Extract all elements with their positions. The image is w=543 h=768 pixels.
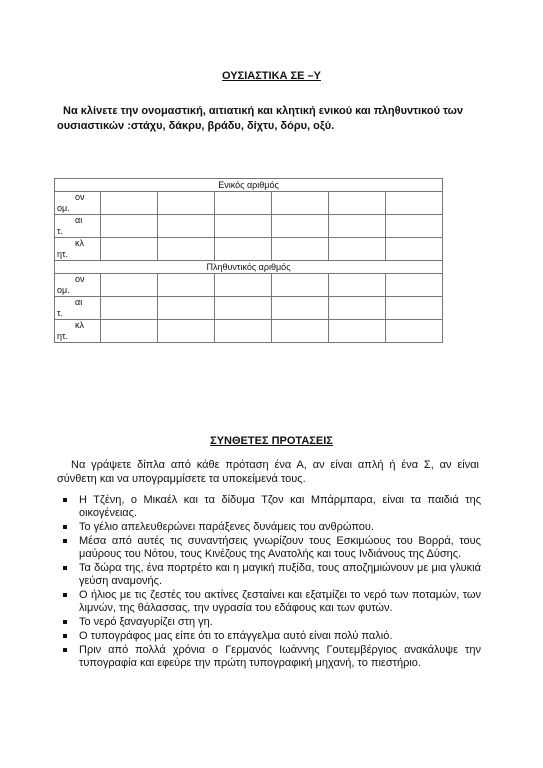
answer-cell[interactable] [158, 238, 215, 261]
answer-cell[interactable] [386, 215, 443, 238]
answer-cell[interactable] [272, 274, 329, 297]
plural-header: Πληθυντικός αριθμός [55, 261, 443, 274]
section-title-nouns: ΟΥΣΙΑΣΤΙΚΑ ΣΕ –Υ [222, 70, 321, 82]
table-row [55, 297, 443, 320]
plural-header-row [55, 261, 443, 274]
answer-cell[interactable] [272, 238, 329, 261]
bullet-square-icon [63, 593, 67, 597]
list-item: Το νερό ξαναγυρίζει στη γη. [63, 616, 481, 629]
table-row [55, 320, 443, 343]
bullet-square-icon [63, 634, 67, 638]
answer-cell[interactable] [215, 238, 272, 261]
list-item: Η Τζένη, ο Μικαέλ και τα δίδυμα Τζον και Μπάρμπαρα, είναι τα παιδιά της οικογένειας. [63, 494, 481, 520]
answer-cell[interactable] [215, 215, 272, 238]
bullet-square-icon [63, 566, 67, 570]
sentences-instruction: Να γράψετε δίπλα από κάθε πρόταση ένα Α, αν είναι απλή ή ένα Σ, αν είναι σύνθετη και να υπογραμμίσετε τα υποκείμενά τους. [57, 459, 479, 485]
bullet-square-icon [63, 648, 67, 652]
answer-cell[interactable] [158, 192, 215, 215]
answer-cell[interactable] [158, 215, 215, 238]
section-title-compound-sentences: ΣΥΝΘΕΤΕΣ ΠΡΟΤΑΣΕΙΣ [210, 435, 333, 447]
answer-cell[interactable] [215, 192, 272, 215]
list-item: Τα δώρα της, ένα πορτρέτο και η μαγική πυξίδα, τους αποζημιώνουν με μια γλυκιά γεύση αναμονής. [63, 562, 481, 588]
case-label-accusative: αι τ. [55, 297, 101, 320]
answer-cell[interactable] [101, 215, 158, 238]
answer-cell[interactable] [386, 238, 443, 261]
answer-cell[interactable] [272, 320, 329, 343]
list-item: Πριν από πολλά χρόνια ο Γερμανός Ιωάννης Γουτεμβέργιος ανακάλυψε την τυπογραφία και εφεύρε την πρώτη τυπογραφική μηχανή, το πιεστήριο. [63, 644, 481, 670]
bullet-square-icon [63, 539, 67, 543]
answer-cell[interactable] [386, 297, 443, 320]
case-label-vocative: κλ ητ. [55, 238, 101, 261]
list-item: Ο ήλιος με τις ζεστές του ακτίνες ζεσταίνει και εξατμίζει το νερό των ποταμών, των λιμνών, της θάλασσας, την υγρασία του εδάφους και των φυτών. [63, 589, 481, 615]
answer-cell[interactable] [329, 192, 386, 215]
case-label-vocative: κλ ητ. [55, 320, 101, 343]
answer-cell[interactable] [215, 320, 272, 343]
answer-cell[interactable] [272, 215, 329, 238]
bullet-square-icon [63, 525, 67, 529]
answer-cell[interactable] [386, 274, 443, 297]
answer-cell[interactable] [272, 297, 329, 320]
answer-cell[interactable] [101, 192, 158, 215]
answer-cell[interactable] [329, 274, 386, 297]
answer-cell[interactable] [386, 320, 443, 343]
table-row [55, 274, 443, 297]
case-label-nominative: ον ομ. [55, 192, 101, 215]
answer-cell[interactable] [329, 320, 386, 343]
case-label-accusative: αι τ. [55, 215, 101, 238]
list-item: Ο τυπογράφος μας είπε ότι το επάγγελμα αυτό είναι πολύ παλιό. [63, 630, 481, 643]
answer-cell[interactable] [329, 238, 386, 261]
answer-cell[interactable] [158, 274, 215, 297]
answer-cell[interactable] [329, 215, 386, 238]
table-row [55, 215, 443, 238]
answer-cell[interactable] [386, 192, 443, 215]
answer-cell[interactable] [215, 274, 272, 297]
table-row [55, 192, 443, 215]
singular-header-row [55, 179, 443, 192]
list-item: Μέσα από αυτές τις συναντήσεις γνωρίζουν τους Εσκιμώους του Βορρά, τους μαύρους του Νότου, τους Κινέζους της Ανατολής και τους Ινδιάνους της Δύσης. [63, 535, 481, 561]
answer-cell[interactable] [101, 297, 158, 320]
answer-cell[interactable] [158, 297, 215, 320]
answer-cell[interactable] [215, 297, 272, 320]
answer-cell[interactable] [101, 238, 158, 261]
sentence-list [63, 494, 481, 671]
answer-cell[interactable] [329, 297, 386, 320]
answer-cell[interactable] [101, 320, 158, 343]
answer-cell[interactable] [158, 320, 215, 343]
case-label-nominative: ον ομ. [55, 274, 101, 297]
declension-table [54, 178, 443, 343]
singular-header: Ενικός αριθμός [55, 179, 443, 192]
list-item: Το γέλιο απελευθερώνει παράξενες δυνάμεις του ανθρώπου. [63, 521, 481, 534]
answer-cell[interactable] [272, 192, 329, 215]
answer-cell[interactable] [101, 274, 158, 297]
bullet-square-icon [63, 498, 67, 502]
nouns-instruction: Να κλίνετε την ονομαστική, αιτιατική και κλητική ενικού και πληθυντικού των ουσιαστικών :στάχυ, δάκρυ, βράδυ, δίχτυ, δόρυ, οξύ. [57, 105, 464, 132]
table-row [55, 238, 443, 261]
bullet-square-icon [63, 620, 67, 624]
